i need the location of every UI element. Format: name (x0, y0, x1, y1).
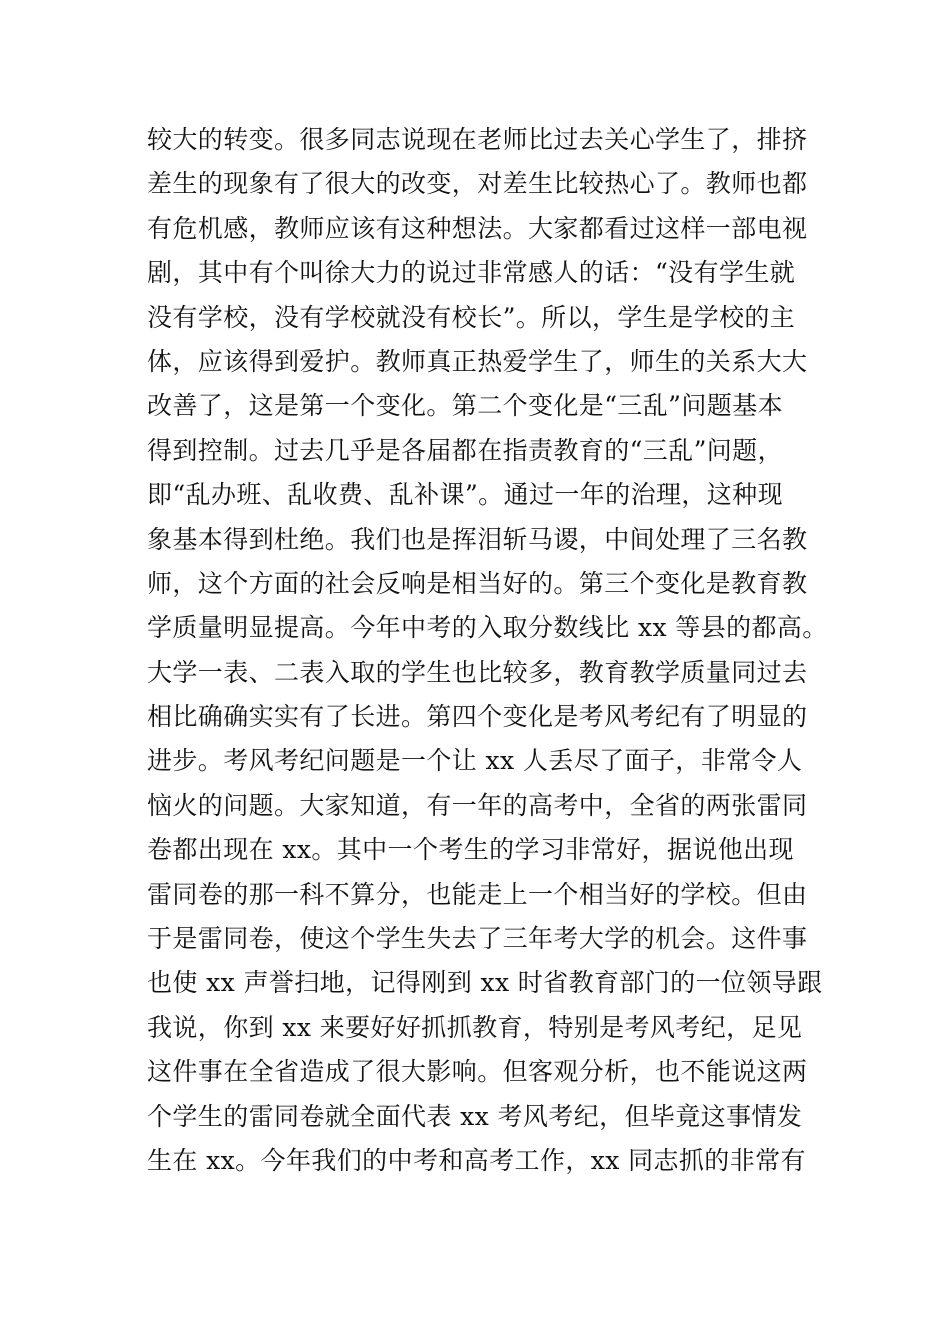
text-line: 较大的转变。很多同志说现在老师比过去关心学生了，排挤 (147, 125, 808, 154)
text-line: 于是雷同卷，使这个学生失去了三年考大学的机会。这件事 (147, 924, 808, 954)
text-line: 个学生的雷同卷就全面代表 xx 考风考纪，但毕竟这事情发 (147, 1101, 803, 1131)
text-line: 得到控制。过去几乎是各届都在指责教育的“三乱”问题， (147, 435, 783, 465)
text-line: 学质量明显提高。今年中考的入取分数线比 xx 等县的都高。 (147, 613, 828, 643)
text-line: 有危机感，教师应该有这种想法。大家都看过这样一部电视 (147, 213, 808, 243)
text-line: 卷都出现在 xx。其中一个考生的学习非常好，据说他出现 (147, 835, 794, 865)
text-line: 体，应该得到爱护。教师真正热爱学生了，师生的关系大大 (147, 346, 808, 376)
text-line: 剧，其中有个叫徐大力的说过非常感人的话：“没有学生就 (147, 258, 796, 288)
text-line: 即“乱办班、乱收费、乱补课”。通过一年的治理，这种现 (147, 480, 783, 510)
text-line: 进步。考风考纪问题是一个让 xx 人丢尽了面子，非常令人 (147, 746, 803, 776)
text-line: 没有学校，没有学校就没有校长”。所以，学生是学校的主 (147, 302, 796, 332)
text-line: 大学一表、二表入取的学生也比较多，教育教学质量同过去 (147, 657, 808, 687)
text-line: 雷同卷的那一科不算分，也能走上一个相当好的学校。但由 (147, 879, 808, 909)
text-line: 师，这个方面的社会反响是相当好的。第三个变化是教育教 (147, 568, 808, 598)
text-line: 差生的现象有了很大的改变，对差生比较热心了。教师也都 (147, 169, 808, 199)
body-text (147, 118, 828, 1183)
text-line: 恼火的问题。大家知道，有一年的高考中，全省的两张雷同 (147, 790, 808, 820)
text-line: 也使 xx 声誉扫地，记得刚到 xx 时省教育部门的一位领导跟 (147, 968, 823, 998)
text-line: 改善了，这是第一个变化。第二个变化是“三乱”问题基本 (147, 391, 783, 421)
text-line: 我说，你到 xx 来要好好抓抓教育，特别是考风考纪，足见 (147, 1012, 803, 1042)
text-line: 生在 xx。今年我们的中考和高考工作，xx 同志抓的非常有 (147, 1145, 806, 1175)
text-line: 相比确确实实有了长进。第四个变化是考风考纪有了明显的 (147, 702, 808, 732)
text-line: 这件事在全省造成了很大影响。但客观分析，也不能说这两 (147, 1057, 808, 1087)
text-line: 象基本得到杜绝。我们也是挥泪斩马谡，中间处理了三名教 (147, 524, 808, 554)
